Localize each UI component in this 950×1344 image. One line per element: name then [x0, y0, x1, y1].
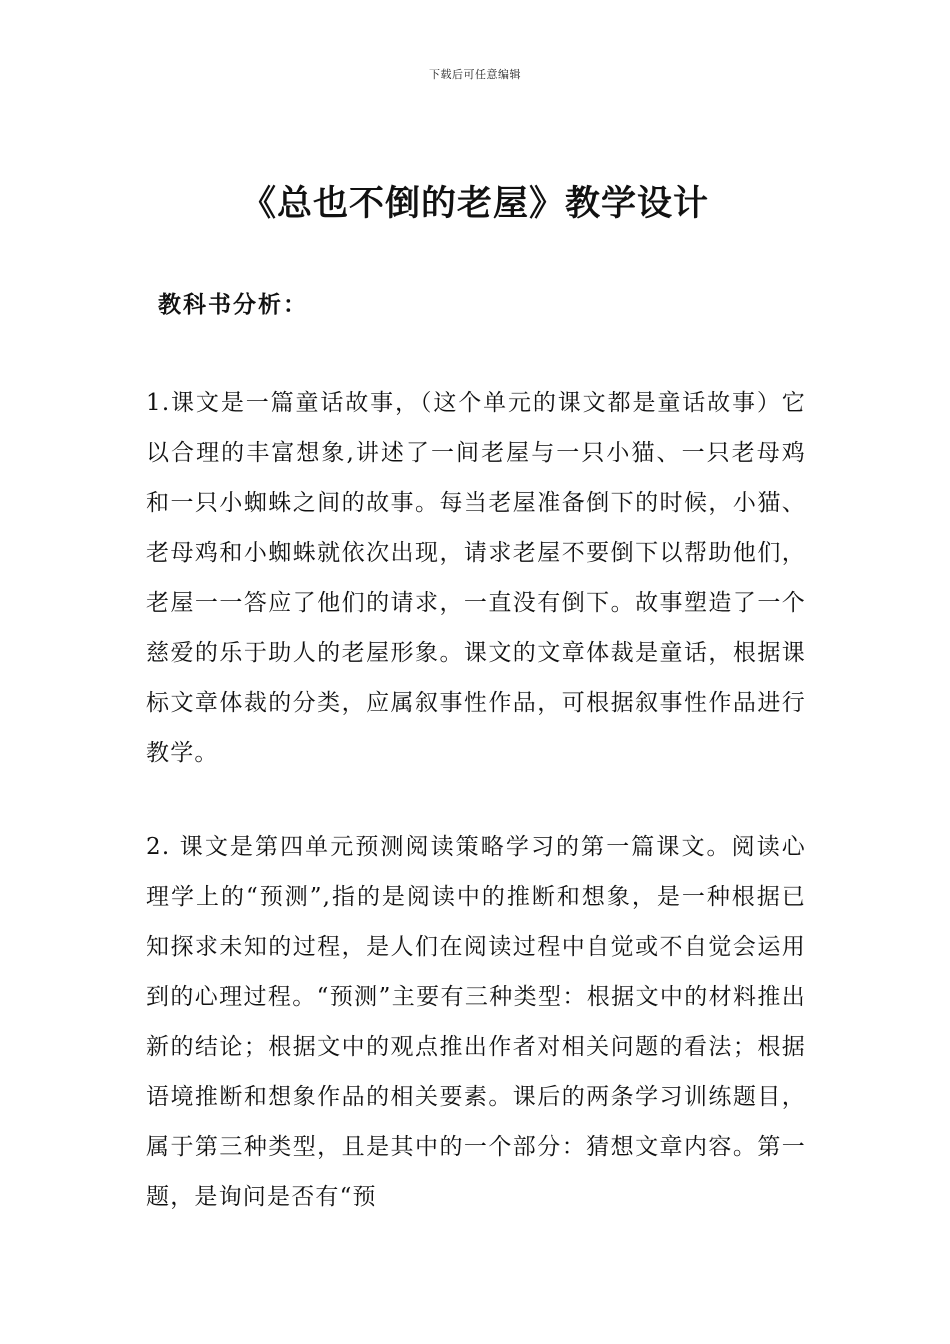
header-note: 下载后可任意编辑 — [429, 68, 521, 81]
document-title: 《总也不倒的老屋》教学设计 — [240, 184, 709, 224]
paragraph-1: 1.课文是一篇童话故事，（这个单元的课文都是童话故事）它以合理的丰富想象,讲述了一间老屋与一只小猫、一只老母鸡和一只小蜘蛛之间的故事。每当老屋准备倒下的时候，小猫、老母鸡和小蜘蛛就依次出现，请求老屋不要倒下以帮助他们，老屋一一答应了他们的请求，一直没有倒下。故事塑造了一个慈爱的乐于助人的老屋形象。课文的文章体裁是童话，根据课标文章体裁的分类，应属叙事性作品，可根据叙事性作品进行教学。 — [146, 390, 806, 766]
section-heading: 教科书分析： — [158, 291, 308, 318]
paragraph-2: 2. 课文是第四单元预测阅读策略学习的第一篇课文。阅读心理学上的“预测”,指的是阅读中的推断和想象，是一种根据已知探求未知的过程，是人们在阅读过程中自觉或不自觉会运用到的心理过程。“预测”主要有三种类型：根据文中的材料推出新的结论；根据文中的观点推出作者对相关问题的看法；根据语境推断和想象作品的相关要素。课后的两条学习训练题目，属于第三种类型，且是其中的一个部分：猜想文章内容。第一题，是询问是否有“预 — [146, 834, 806, 1210]
